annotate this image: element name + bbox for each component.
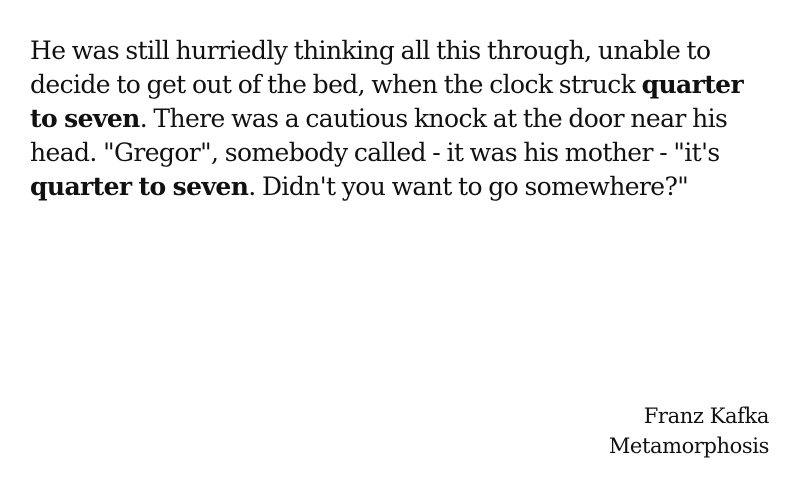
attribution (609, 401, 769, 461)
quote-text: He was still hurriedly thinking all this through, unable to decide to get out of the bed, when the clock struck (30, 36, 711, 99)
quote-emphasis: quarter to seven (30, 172, 249, 201)
quote-emphasis: quarter to seven (30, 70, 744, 133)
quote-text: . Didn't you want to go somewhere?" (248, 172, 689, 201)
work-title: Metamorphosis (608, 434, 769, 458)
quote-text: . There was a cautious knock at the door near his head. "Gregor", somebody called - it was his mother - "it's (30, 104, 728, 167)
author-name: Franz Kafka (643, 404, 769, 428)
quote-passage (30, 34, 775, 204)
